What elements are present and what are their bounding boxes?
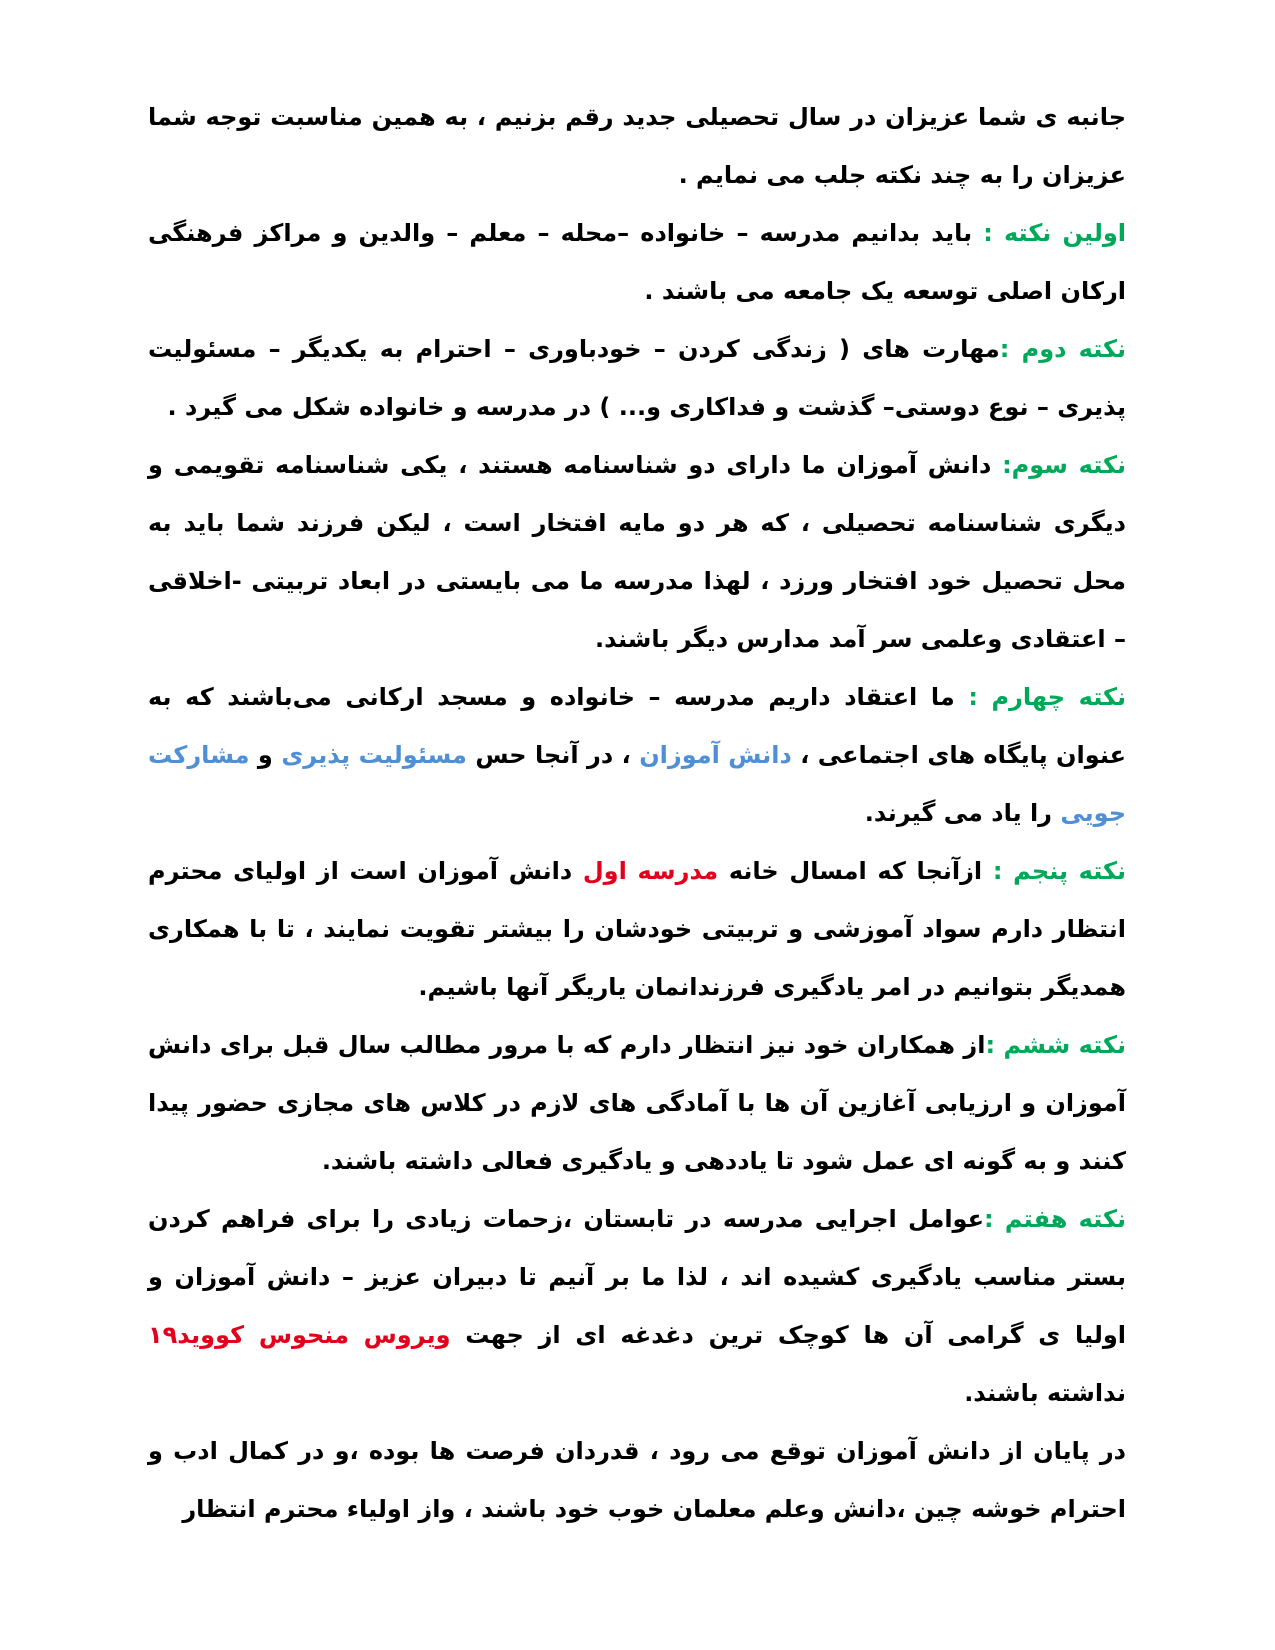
point-2-title: نکته دوم : bbox=[999, 335, 1127, 363]
point-4-title: نکته چهارم : bbox=[968, 683, 1127, 711]
point-2-paragraph bbox=[148, 320, 1126, 436]
point-5-text-b: دانش آموزان است از اولیای محترم انتظار دارم سواد آموزشی و تربیتی خودشان را بیشتر تقویت نمایند ، تا با همکاری همدیگر بتوانیم در امر یادگیری فرزندانمان یاریگر آنها باشیم. bbox=[148, 857, 1126, 1001]
point-3-paragraph bbox=[148, 436, 1126, 668]
point-3-text: دانش آموزان ما دارای دو شناسنامه هستند ، یکی شناسنامه تقویمی و دیگری شناسنامه تحصیلی ، که هر دو مایه افتخار است ، لیکن فرزند شما باید به محل تحصیل خود افتخار ورزد ، لهذا مدرسه ما می بایستی در ابعاد تربیتی -اخلاقی – اعتقادی وعلمی سر آمد مدارس دیگر باشند. bbox=[148, 451, 1126, 653]
point-7-highlight-covid: ویروس منحوس کووید۱۹ bbox=[148, 1321, 451, 1349]
point-4-text-d: را یاد می گیرند. bbox=[864, 799, 1061, 827]
point-7-title: نکته هفتم : bbox=[984, 1205, 1126, 1233]
point-4-paragraph bbox=[148, 668, 1126, 842]
point-7-text-a: عوامل اجرایی مدرسه در تابستان ،زحمات زیادی را برای فراهم کردن بستر مناسب یادگیری کشیده اند ، لذا ما بر آنیم تا دبیران عزیز – دانش آموزان و اولیا ی گرامی آن ها کوچک ترین دغدغه ای از جهت bbox=[148, 1205, 1126, 1349]
point-4-highlight-participation: مشارکت جویی bbox=[148, 741, 1126, 827]
point-4-text-c: و bbox=[249, 741, 282, 769]
point-1-title: اولین نکته : bbox=[983, 219, 1126, 247]
point-4-text-a: ما اعتقاد داریم مدرسه – خانواده و مسجد ارکانی می‌باشند که به عنوان پایگاه های اجتماعی ، bbox=[148, 683, 1127, 769]
point-7-text-b: نداشته باشند. bbox=[964, 1379, 1126, 1407]
point-5-highlight-first-school: مدرسه اول bbox=[582, 857, 719, 885]
point-5-paragraph bbox=[148, 842, 1126, 1016]
document-page bbox=[148, 88, 1126, 1618]
point-5-title: نکته پنجم : bbox=[992, 857, 1126, 885]
point-7-paragraph bbox=[148, 1190, 1126, 1422]
point-6-title: نکته ششم : bbox=[985, 1031, 1126, 1059]
intro-paragraph bbox=[148, 88, 1126, 204]
point-5-text-a: ازآنجا که امسال خانه bbox=[718, 857, 993, 885]
point-4-highlight-students: دانش آموزان bbox=[639, 741, 792, 769]
closing-text: در پایان از دانش آموزان توقع می رود ، قدردان فرصت ها بوده ،و در کمال ادب و احترام خوشه چین ،دانش وعلم معلمان خوب خود باشند ، واز اولیاء محترم انتظار bbox=[148, 1437, 1126, 1523]
point-6-text: از همکاران خود نیز انتظار دارم که با مرور مطالب سال قبل برای دانش آموزان و ارزیابی آغازین آن ها با آمادگی های لازم در کلاس های مجازی حضور پیدا کنند و به گونه ای عمل شود تا یاددهی و یادگیری فعالی داشته باشند. bbox=[148, 1031, 1126, 1175]
point-4-highlight-responsibility: مسئولیت پذیری bbox=[281, 741, 467, 769]
closing-paragraph bbox=[148, 1422, 1126, 1538]
point-3-title: نکته سوم: bbox=[1002, 451, 1126, 479]
point-1-text: باید بدانیم مدرسه – خانواده –محله – معلم – والدین و مراکز فرهنگی ارکان اصلی توسعه یک جامعه می باشند . bbox=[148, 219, 1126, 305]
point-6-paragraph bbox=[148, 1016, 1126, 1190]
point-1-paragraph bbox=[148, 204, 1126, 320]
intro-text: جانبه ی شما عزیزان در سال تحصیلی جدید رقم بزنیم ، به همین مناسبت توجه شما عزیزان را به چند نکته جلب می نمایم . bbox=[148, 103, 1126, 189]
point-4-text-b: ، در آنجا حس bbox=[466, 741, 640, 769]
point-2-text: مهارت های ( زندگی کردن – خودباوری – احترام به یکدیگر – مسئولیت پذیری – نوع دوستی– گذشت و فداکاری و... ) در مدرسه و خانواده شکل می گیرد . bbox=[148, 335, 1126, 421]
